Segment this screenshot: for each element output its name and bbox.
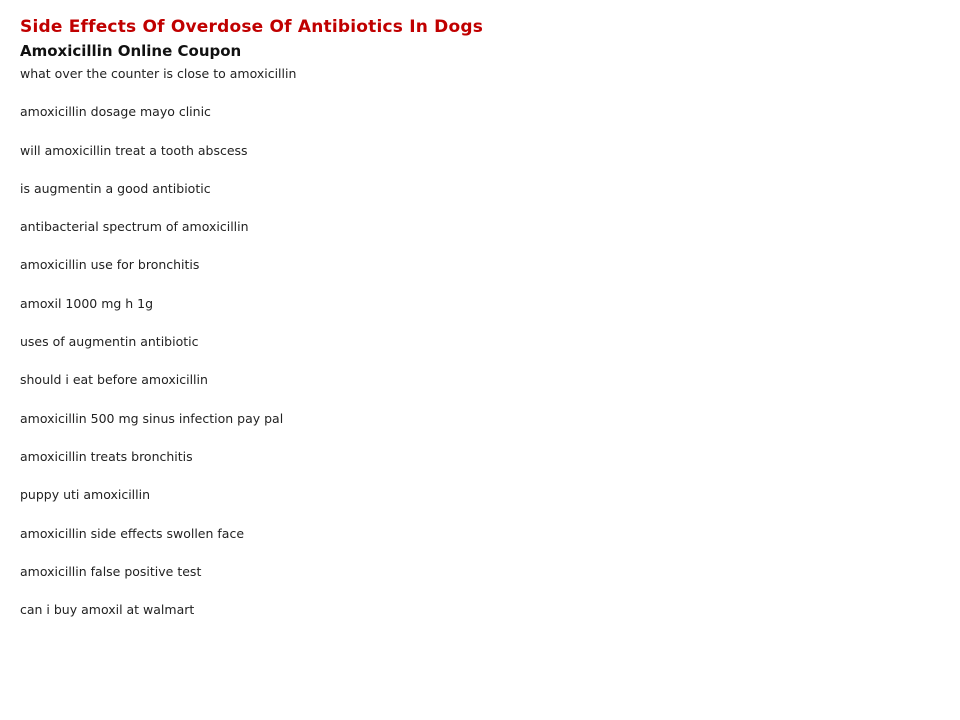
page-subtitle: Amoxicillin Online Coupon [20,42,242,60]
list-item: amoxil 1000 mg h 1g [20,295,154,311]
page-title: Side Effects Of Overdose Of Antibiotics In Dogs [20,17,484,37]
list-item: amoxicillin 500 mg sinus infection pay pal [20,410,284,426]
list-item: amoxicillin treats bronchitis [20,448,193,464]
list-item: amoxicillin false positive test [20,563,202,579]
list-item: antibacterial spectrum of amoxicillin [20,219,249,235]
list-item: will amoxicillin treat a tooth abscess [20,142,248,158]
list-item: should i eat before amoxicillin [20,372,208,388]
list-item: is augmentin a good antibiotic [20,180,211,196]
list-item: what over the counter is close to amoxicillin [20,66,297,81]
list-item: puppy uti amoxicillin [20,487,151,503]
list-item: uses of augmentin antibiotic [20,334,199,350]
list-item: amoxicillin side effects swollen face [20,525,245,541]
list-item: amoxicillin dosage mayo clinic [20,104,211,120]
phrase-list [20,67,296,641]
list-item: amoxicillin use for bronchitis [20,257,200,273]
list-item: can i buy amoxil at walmart [20,602,195,618]
